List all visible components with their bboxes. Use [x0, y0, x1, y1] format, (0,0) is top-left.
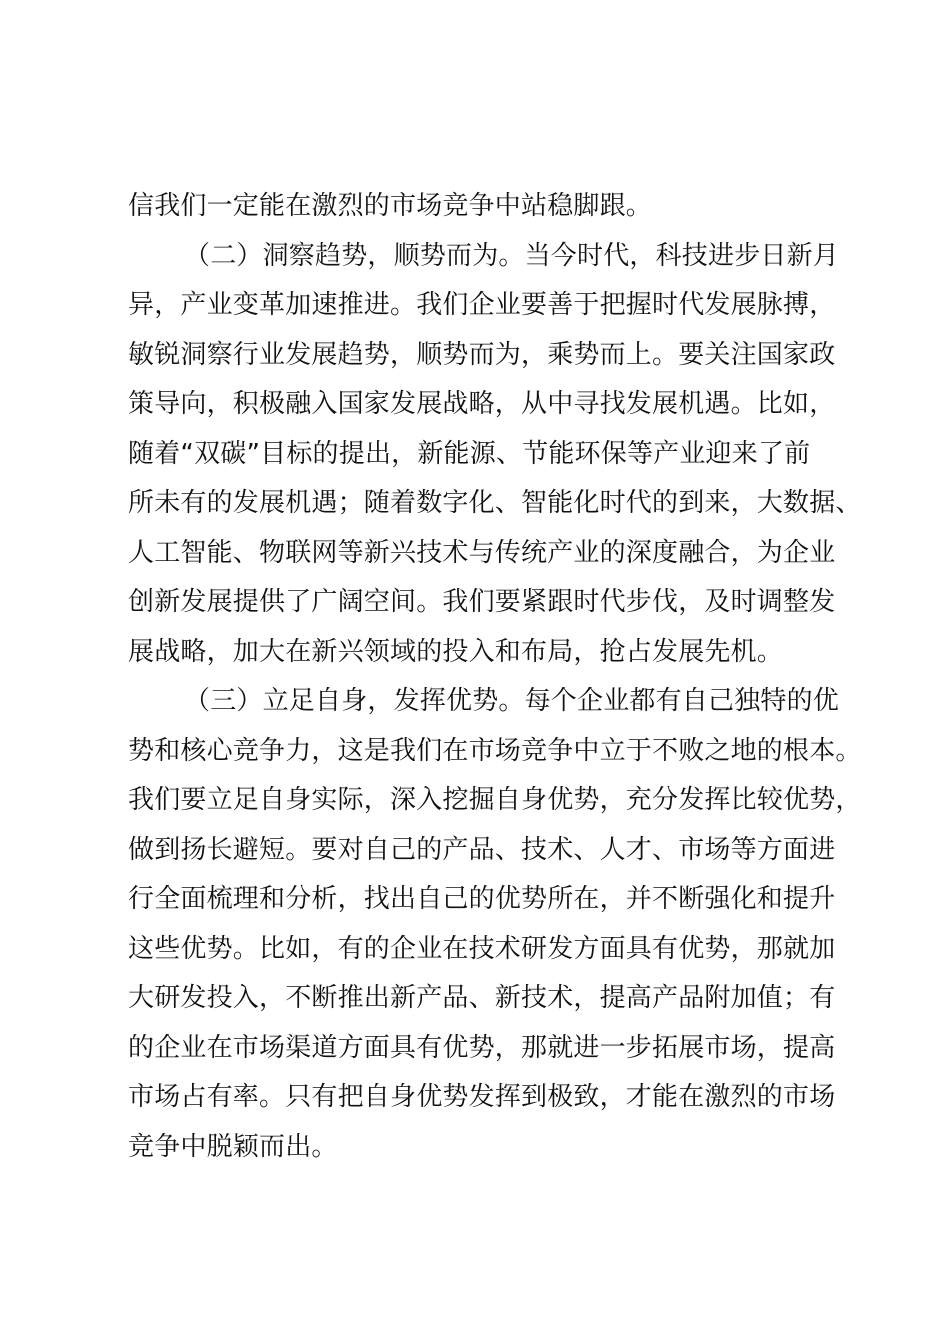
paragraph-first-line: （二）洞察趋势，顺势而为。当今时代，科技进步日新月 [184, 240, 840, 271]
text-line: 敏锐洞察行业发展趋势，顺势而为，乘势而上。要关注国家政 [128, 339, 836, 370]
text-line: 异，产业变革加速推进。我们企业要善于把握时代发展脉搏， [128, 290, 836, 320]
text-line: 策导向，积极融入国家发展战略，从中寻找发展机遇。比如， [128, 389, 836, 419]
text-line: 创新发展提供了广阔空间。我们要紧跟时代步伐，及时调整发 [128, 587, 836, 617]
text-line: 竞争中脱颖而出。 [128, 1131, 338, 1162]
text-line: 这些优势。比如，有的企业在技术研发方面具有优势，那就加 [128, 933, 836, 964]
text-line: 信我们一定能在激烈的市场竞争中站稳脚跟。 [128, 191, 653, 221]
text-line: 所未有的发展机遇；随着数字化、智能化时代的到来，大数据、 [128, 488, 862, 518]
text-line: 我们要立足自身实际，深入挖掘自身优势，充分发挥比较优势， [128, 785, 862, 815]
text-line: 人工智能、物联网等新兴技术与传统产业的深度融合，为企业 [128, 537, 836, 568]
text-line: 大研发投入，不断推出新产品、新技术，提高产品附加值；有 [128, 983, 836, 1013]
text-line: 行全面梳理和分析，找出自己的优势所在，并不断强化和提升 [128, 884, 836, 914]
text-line: 势和核心竞争力，这是我们在市场竞争中立于不败之地的根本。 [128, 735, 862, 766]
text-line: 做到扬长避短。要对自己的产品、技术、人才、市场等方面进 [128, 834, 836, 865]
text-line: 市场占有率。只有把自身优势发挥到极致，才能在激烈的市场 [128, 1082, 836, 1112]
text-line: 随着“双碳”目标的提出，新能源、节能环保等产业迎来了前 [128, 438, 811, 469]
paragraph-first-line: （三）立足自身，发挥优势。每个企业都有自己独特的优 [184, 686, 840, 716]
document-body [128, 182, 862, 1172]
text-line: 的企业在市场渠道方面具有优势，那就进一步拓展市场，提高 [128, 1032, 836, 1063]
text-line: 展战略，加大在新兴领域的投入和布局，抢占发展先机。 [128, 636, 784, 667]
